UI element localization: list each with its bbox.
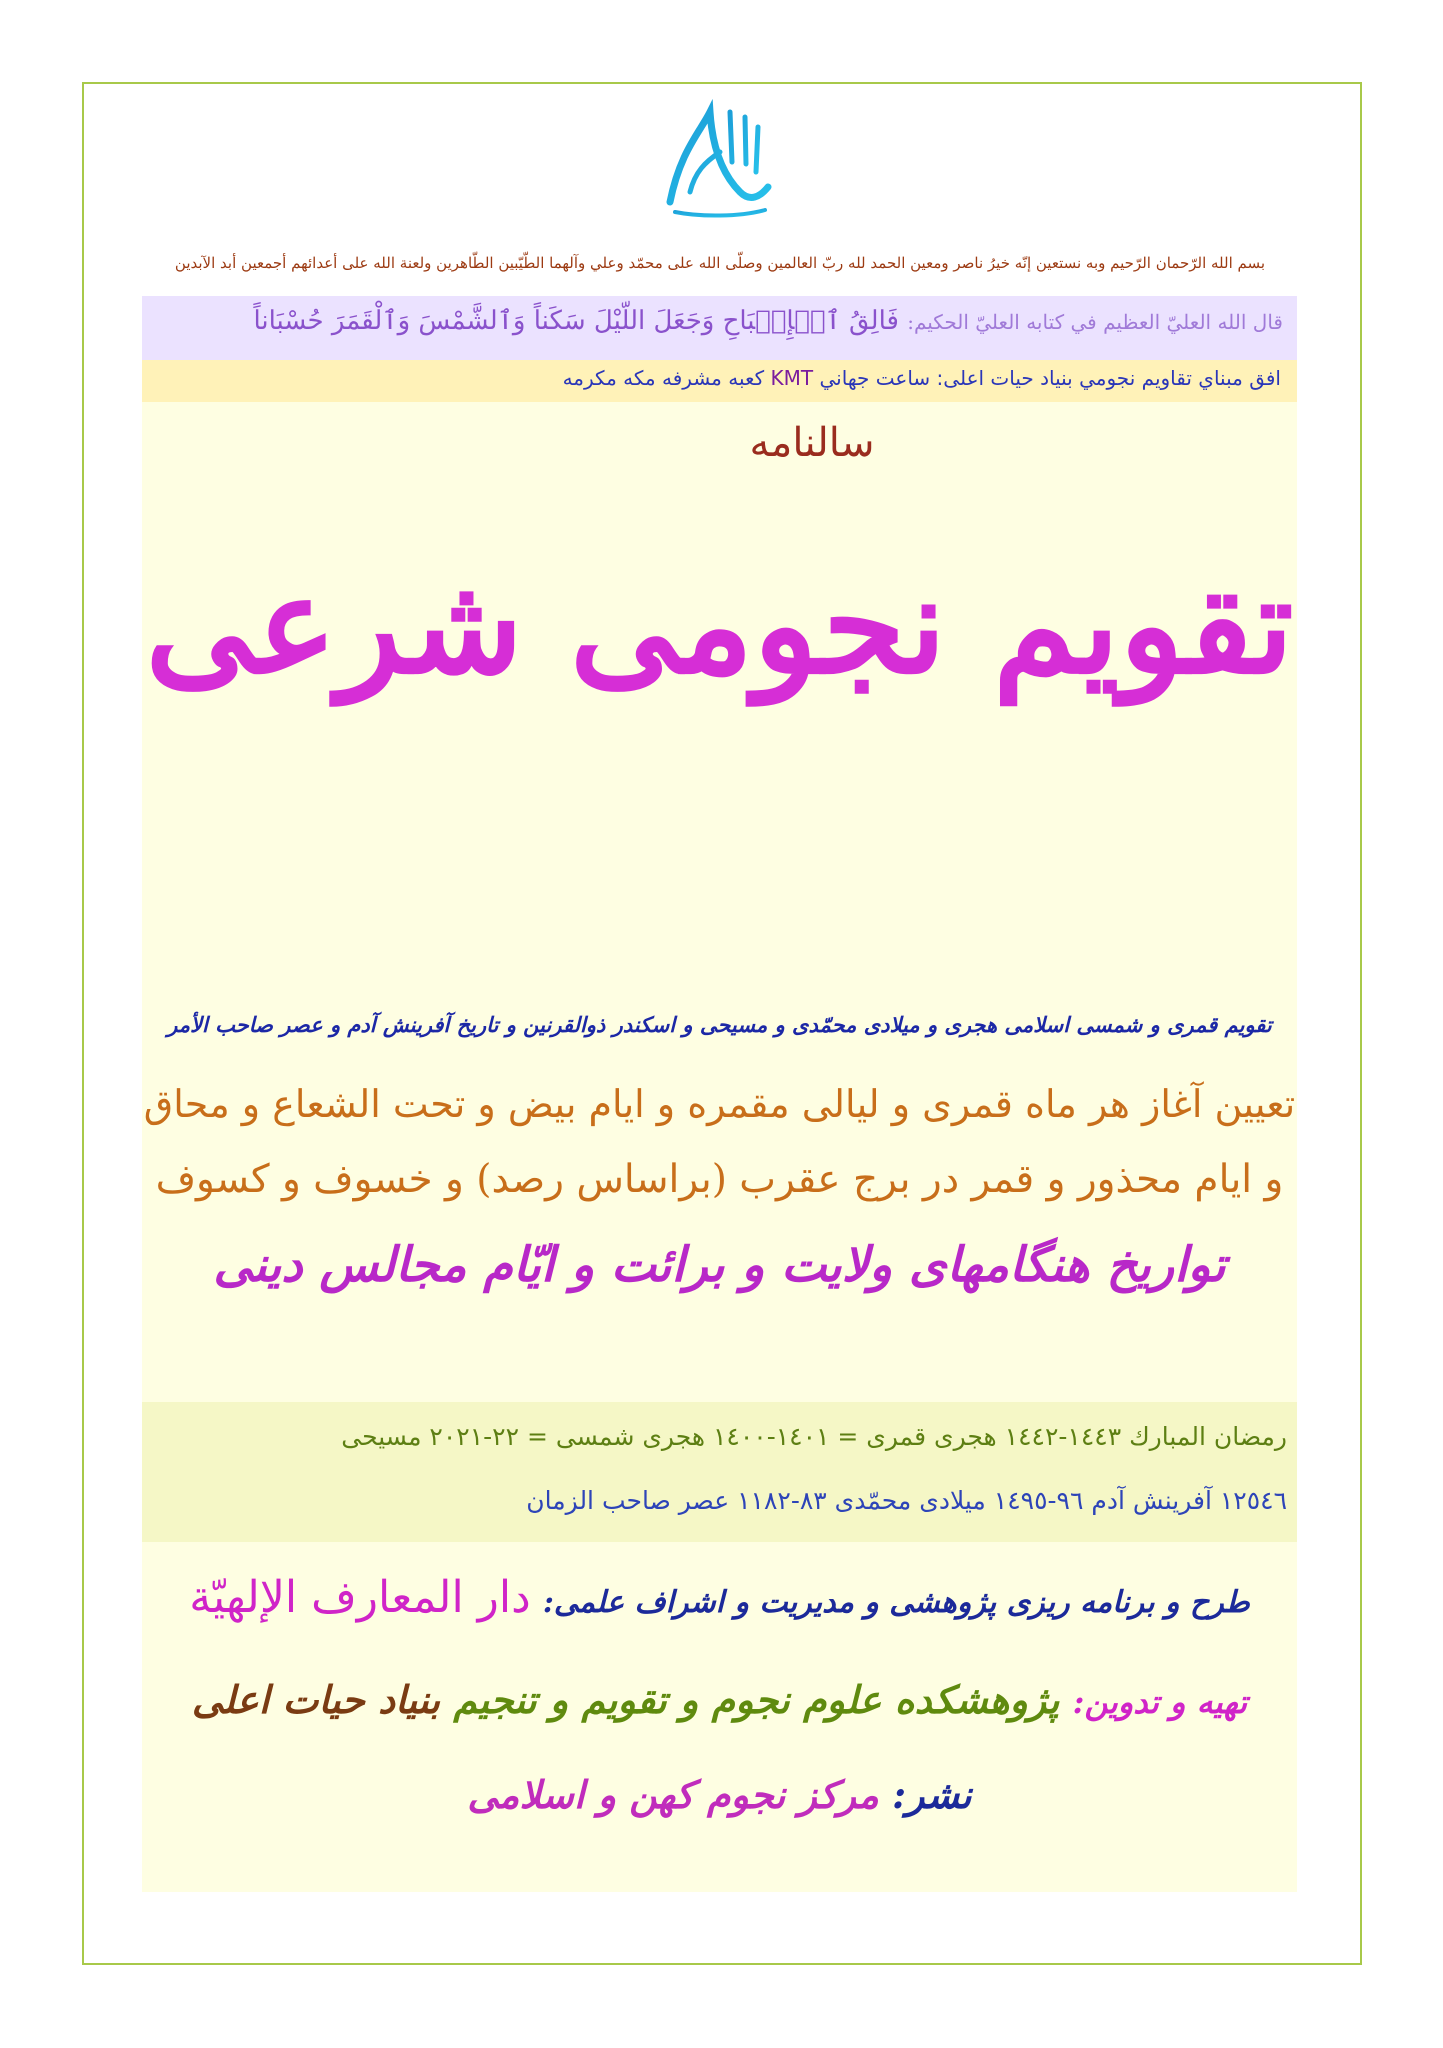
bismillah-line: بسم الله الرّحمان الرّحيم وبه نستعين إنّه خيرُ ناصر ومعين الحمد لله ربّ العالمين وصلّى الله على محمّد وعلي وآلهما الطّيّبين الطّاهرين ولعنة الله على أعدائهم أجمعين أبد الآبدين (174, 254, 1266, 272)
credit-publisher-value: مرکز نجوم کهن و اسلامی (467, 1772, 879, 1817)
quran-verse: فَالِقُ ٱلۡإِصۡبَاحِ وَجَعَلَ اللّيْلَ سَكَناً وَٱلشَّمْسَ وَٱلْقَمَرَ حُسْبَاناً (253, 306, 899, 336)
credit-preparation-value-1: پژوهشکده علوم نجوم و تقویم و تنجیم (453, 1677, 1060, 1722)
horizon-bar (142, 360, 1297, 402)
description-line-4: تواريخ هنگامهای ولايت و برائت و ايّام مجالس دينی (213, 1237, 1226, 1293)
horizon-tail: كعبه مشرفه مكه مكرمه (562, 366, 765, 390)
horizon-text: افق مبناي تقاويم نجومي بنياد حيات اعلى: ساعت جهاني (819, 366, 1281, 390)
credit-design-label: طرح و برنامه ریزی پژوهشی و مدیریت و اشراف علمی: (542, 1585, 1250, 1620)
page-title: تقویم نجومی شرعی (145, 546, 1294, 704)
quran-intro: قال الله العليّ العظيم في كتابه العليّ الحكيم: (907, 310, 1283, 334)
credit-publisher-label: نشر: (892, 1772, 972, 1817)
calligraphy-logo (650, 92, 780, 222)
dates-line-2: ١٢٥٤٦ آفرينش آدم ٩٦-١٤٩٥ ميلادی محمّدی ٨٣-١١٨٢ عصر صاحب الزمان (526, 1486, 1287, 1515)
credit-design (142, 1572, 1297, 1623)
credit-preparation-value-2: بنیاد حیات اعلی (191, 1677, 441, 1722)
credit-design-value: دار المعارف الإلهيّة (189, 1572, 531, 1623)
credit-preparation-label: تهیه و تدوین: (1072, 1683, 1248, 1721)
credit-publisher (142, 1772, 1297, 1817)
description-line-1: تقويم قمری و شمسی اسلامی هجری و ميلادی محمّدی و مسيحی و اسكندر ذوالقرنين و تاريخ آفرينش آدم و عصر صاحب الأمر (167, 1012, 1272, 1037)
dates-panel (142, 1402, 1297, 1542)
quran-verse-bar (142, 296, 1297, 360)
description-line-2: تعيين آغاز هر ماه قمری و ليالی مقمره و ايام بيض و تحت الشعاع و محاق (143, 1082, 1296, 1126)
description-line-3: و ايام محذور و قمر در برج عقرب (براساس رصد) و خسوف و كسوف (155, 1157, 1284, 1202)
main-panel (142, 402, 1297, 1892)
horizon-kmt: KMT (770, 366, 814, 390)
credit-preparation (142, 1677, 1297, 1722)
dates-line-1: رمضان المبارك ١٤٤٣-١٤٤٢ هجری قمری = ١٤٠١-١٤٠٠ هجری شمسی = ٢٢-٢٠٢١ مسيحی (341, 1422, 1287, 1451)
almanac-label: سالنامه (749, 420, 875, 466)
